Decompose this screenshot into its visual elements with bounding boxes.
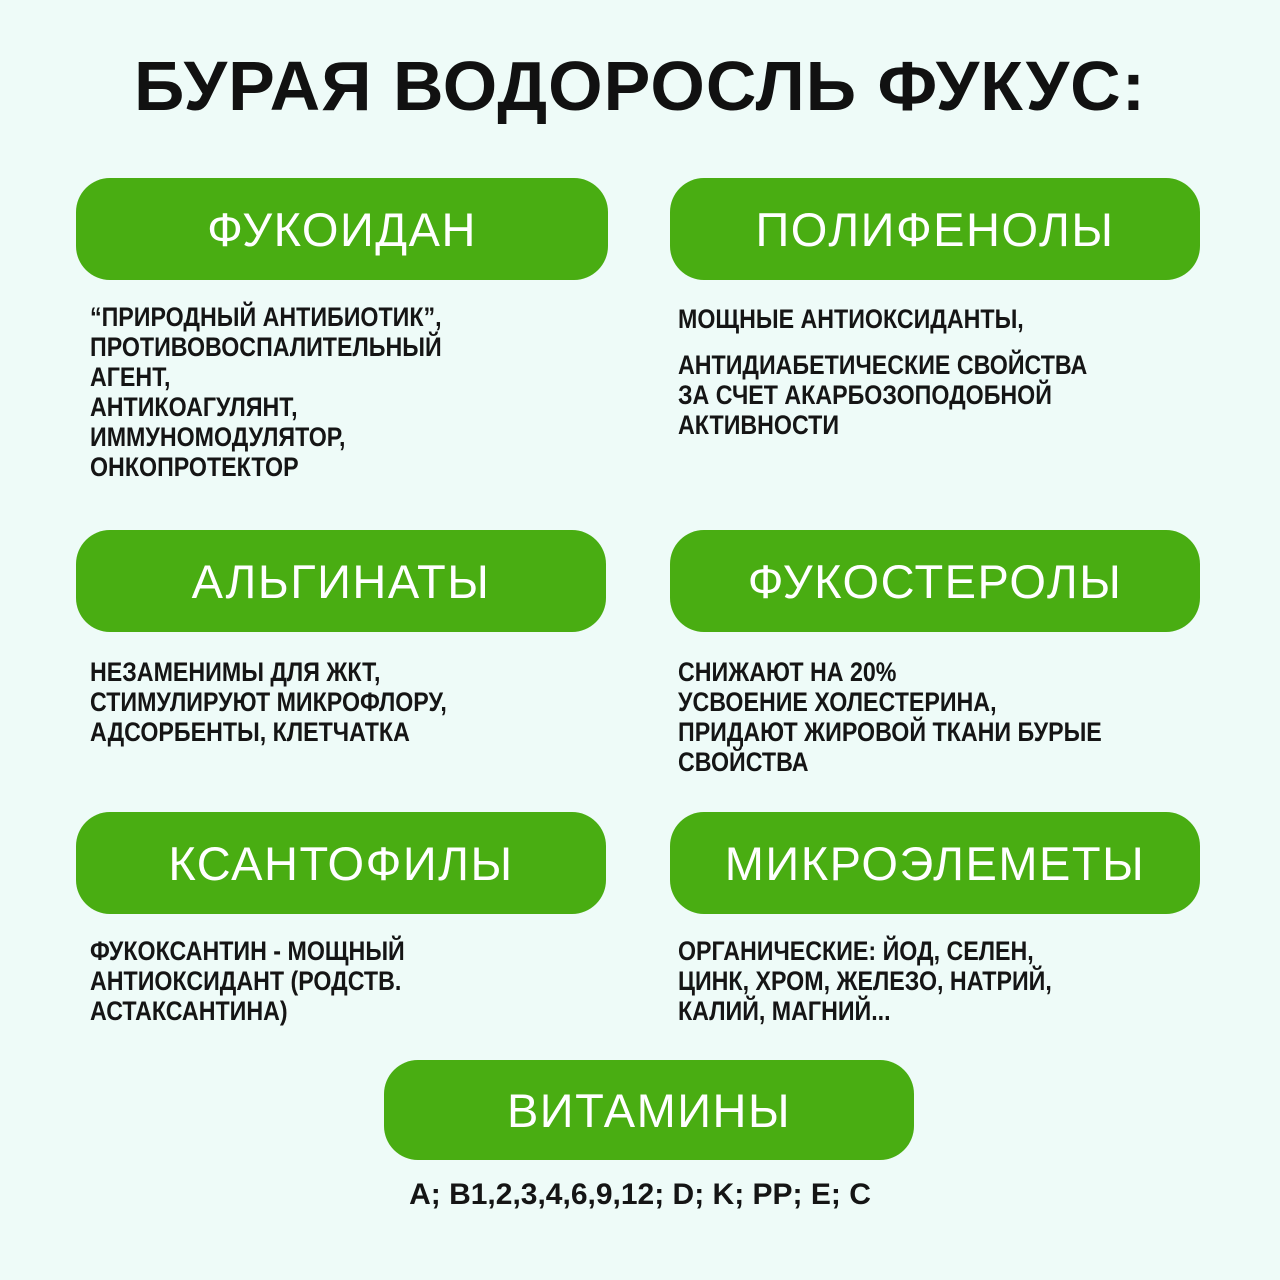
desc-fucosterols [678, 657, 1102, 777]
desc-fucoidan [90, 302, 442, 482]
desc-microelements [678, 936, 1052, 1026]
heading-vitamins [384, 1060, 914, 1160]
desc-line: КАЛИЙ, МАГНИЙ... [678, 996, 891, 1026]
heading-vitamins-label: ВИТАМИНЫ [506, 1083, 792, 1137]
desc-line: АСТАКСАНТИНА) [90, 996, 288, 1026]
heading-fucosterols-label: ФУКОСТЕРОЛЫ [747, 554, 1123, 608]
desc-line: АДСОРБЕНТЫ, КЛЕТЧАТКА [90, 717, 410, 747]
desc-line: ИММУНОМОДУЛЯТОР, [90, 422, 346, 452]
page-title: БУРАЯ ВОДОРОСЛЬ ФУКУС: [133, 47, 1146, 125]
heading-fucoidan-label: ФУКОИДАН [207, 202, 477, 256]
desc-polyphenols [678, 304, 1087, 440]
desc-line: ПРОТИВОВОСПАЛИТЕЛЬНЫЙ [90, 332, 442, 362]
heading-alginates-label: АЛЬГИНАТЫ [191, 554, 491, 608]
desc-line: МОЩНЫЕ АНТИОКСИДАНТЫ, [678, 304, 1024, 334]
desc-line: СВОЙСТВА [678, 747, 809, 777]
heading-xanthophylls [76, 812, 606, 914]
desc-line: ПРИДАЮТ ЖИРОВОЙ ТКАНИ БУРЫЕ [678, 717, 1102, 747]
desc-line: АКТИВНОСТИ [678, 410, 840, 440]
desc-line: АГЕНТ, [90, 362, 171, 392]
desc-line: АНТИОКСИДАНТ (РОДСТВ. [90, 966, 402, 996]
desc-line: ОНКОПРОТЕКТОР [90, 452, 299, 482]
desc-xanthophylls [90, 936, 405, 1026]
heading-polyphenols-label: ПОЛИФЕНОЛЫ [755, 202, 1115, 256]
desc-line: АНТИКОАГУЛЯНТ, [90, 392, 298, 422]
heading-polyphenols [670, 178, 1200, 280]
desc-line: “ПРИРОДНЫЙ АНТИБИОТИК”, [90, 302, 442, 332]
desc-line: ОРГАНИЧЕСКИЕ: ЙОД, СЕЛЕН, [678, 936, 1034, 966]
desc-line: НЕЗАМЕНИМЫ ДЛЯ ЖКТ, [90, 657, 381, 687]
heading-microelements [670, 812, 1200, 914]
heading-fucoidan [76, 178, 608, 280]
heading-fucosterols [670, 530, 1200, 632]
desc-line: АНТИДИАБЕТИЧЕСКИЕ СВОЙСТВА [678, 350, 1088, 380]
desc-line: ЦИНК, ХРОМ, ЖЕЛЕЗО, НАТРИЙ, [678, 966, 1052, 996]
desc-line: ЗА СЧЕТ АКАРБОЗОПОДОБНОЙ [678, 380, 1052, 410]
heading-xanthophylls-label: КСАНТОФИЛЫ [168, 836, 514, 890]
heading-microelements-label: МИКРОЭЛЕМЕТЫ [724, 836, 1146, 890]
desc-line: СТИМУЛИРУЮТ МИКРОФЛОРУ, [90, 687, 447, 717]
heading-alginates [76, 530, 606, 632]
desc-line: ФУКОКСАНТИН - МОЩНЫЙ [90, 936, 405, 966]
desc-alginates [90, 657, 447, 747]
vitamins-list: A; B1,2,3,4,6,9,12; D; K; PP; E; C [409, 1178, 871, 1211]
desc-line: УСВОЕНИЕ ХОЛЕСТЕРИНА, [678, 687, 997, 717]
desc-line: СНИЖАЮТ НА 20% [678, 657, 897, 687]
